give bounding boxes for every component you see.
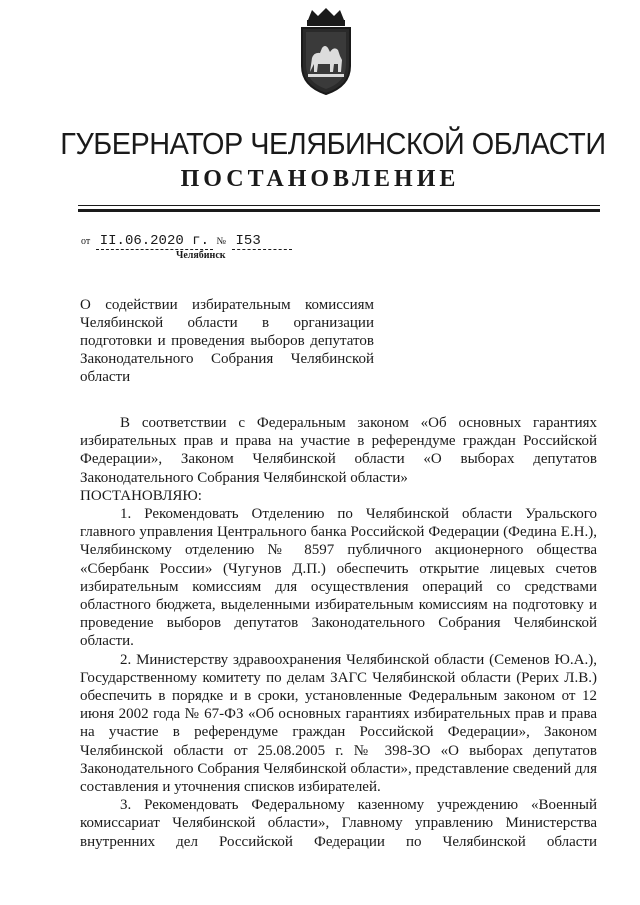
- document-type-title: ПОСТАНОВЛЕНИЕ: [180, 166, 460, 192]
- number-label: №: [216, 236, 227, 247]
- decree-heading: ПОСТАНОВЛЯЮ:: [80, 487, 202, 504]
- from-label: от: [81, 236, 91, 247]
- preamble-paragraph: В соответствии с Федеральным законом «Об основных гарантиях избирательных прав и права на участие в референдуме граждан Российской Федерации», Законом Челябинской области «О выборах депутатов Законодательного Собрания Челябинской области»: [80, 415, 597, 486]
- header-divider-thick: [78, 209, 600, 212]
- document-number: I53: [232, 233, 292, 250]
- coat-of-arms-emblem: [294, 6, 358, 98]
- document-body: [80, 414, 597, 851]
- document-subject: О содействии избирательным комиссиям Челябинской области в организации подготовки и проведения выборов депутатов Законодательного Собрания Челябинской области: [80, 297, 374, 385]
- item-1-paragraph: 1. Рекомендовать Отделению по Челябинской области Уральского главного управления Центрального банка Российской Федерации (Федина Е.Н.), Челябинскому отделению № 8597 публичного акционерного общества «Сбербанк России» (Чугунов Д.П.) обеспечить открытие лицевых счетов избирательным комиссиям для осуществления операций со средствами областного бюджета, выделенными избирательным комиссиям на подготовку и проведение выборов депутатов Законодательного Собрания Челябинской области.: [80, 506, 597, 650]
- header-divider-thin: [78, 205, 600, 206]
- document-date: II.06.2020 г.: [96, 233, 213, 250]
- city-label: Челябинск: [176, 250, 226, 261]
- date-number-line: [81, 233, 292, 250]
- item-2-paragraph: 2. Министерству здравоохранения Челябинской области (Семенов Ю.А.), Государственному комитету по делам ЗАГС Челябинской области (Рерих Л.В.) обеспечить в порядке и в сроки, установленные Федеральным законом от 12 июня 2002 года № 67-ФЗ «Об основных гарантиях избирательных прав и права на участие в референдуме граждан Российской Федерации», Законом Челябинской области от 25.08.2005 г. № 398-ЗО «О выборах депутатов Законодательного Собрания Челябинской области», представление сведений для составления и уточнения списков избирателей.: [80, 651, 597, 796]
- item-3-paragraph: 3. Рекомендовать Федеральному казенному учреждению «Военный комиссариат Челябинской области», Главному управлению Министерства внутренних дел Российской Федерации по Челябинской области: [80, 797, 597, 850]
- authority-title: ГУБЕРНАТОР ЧЕЛЯБИНСКОЙ ОБЛАСТИ: [60, 126, 606, 161]
